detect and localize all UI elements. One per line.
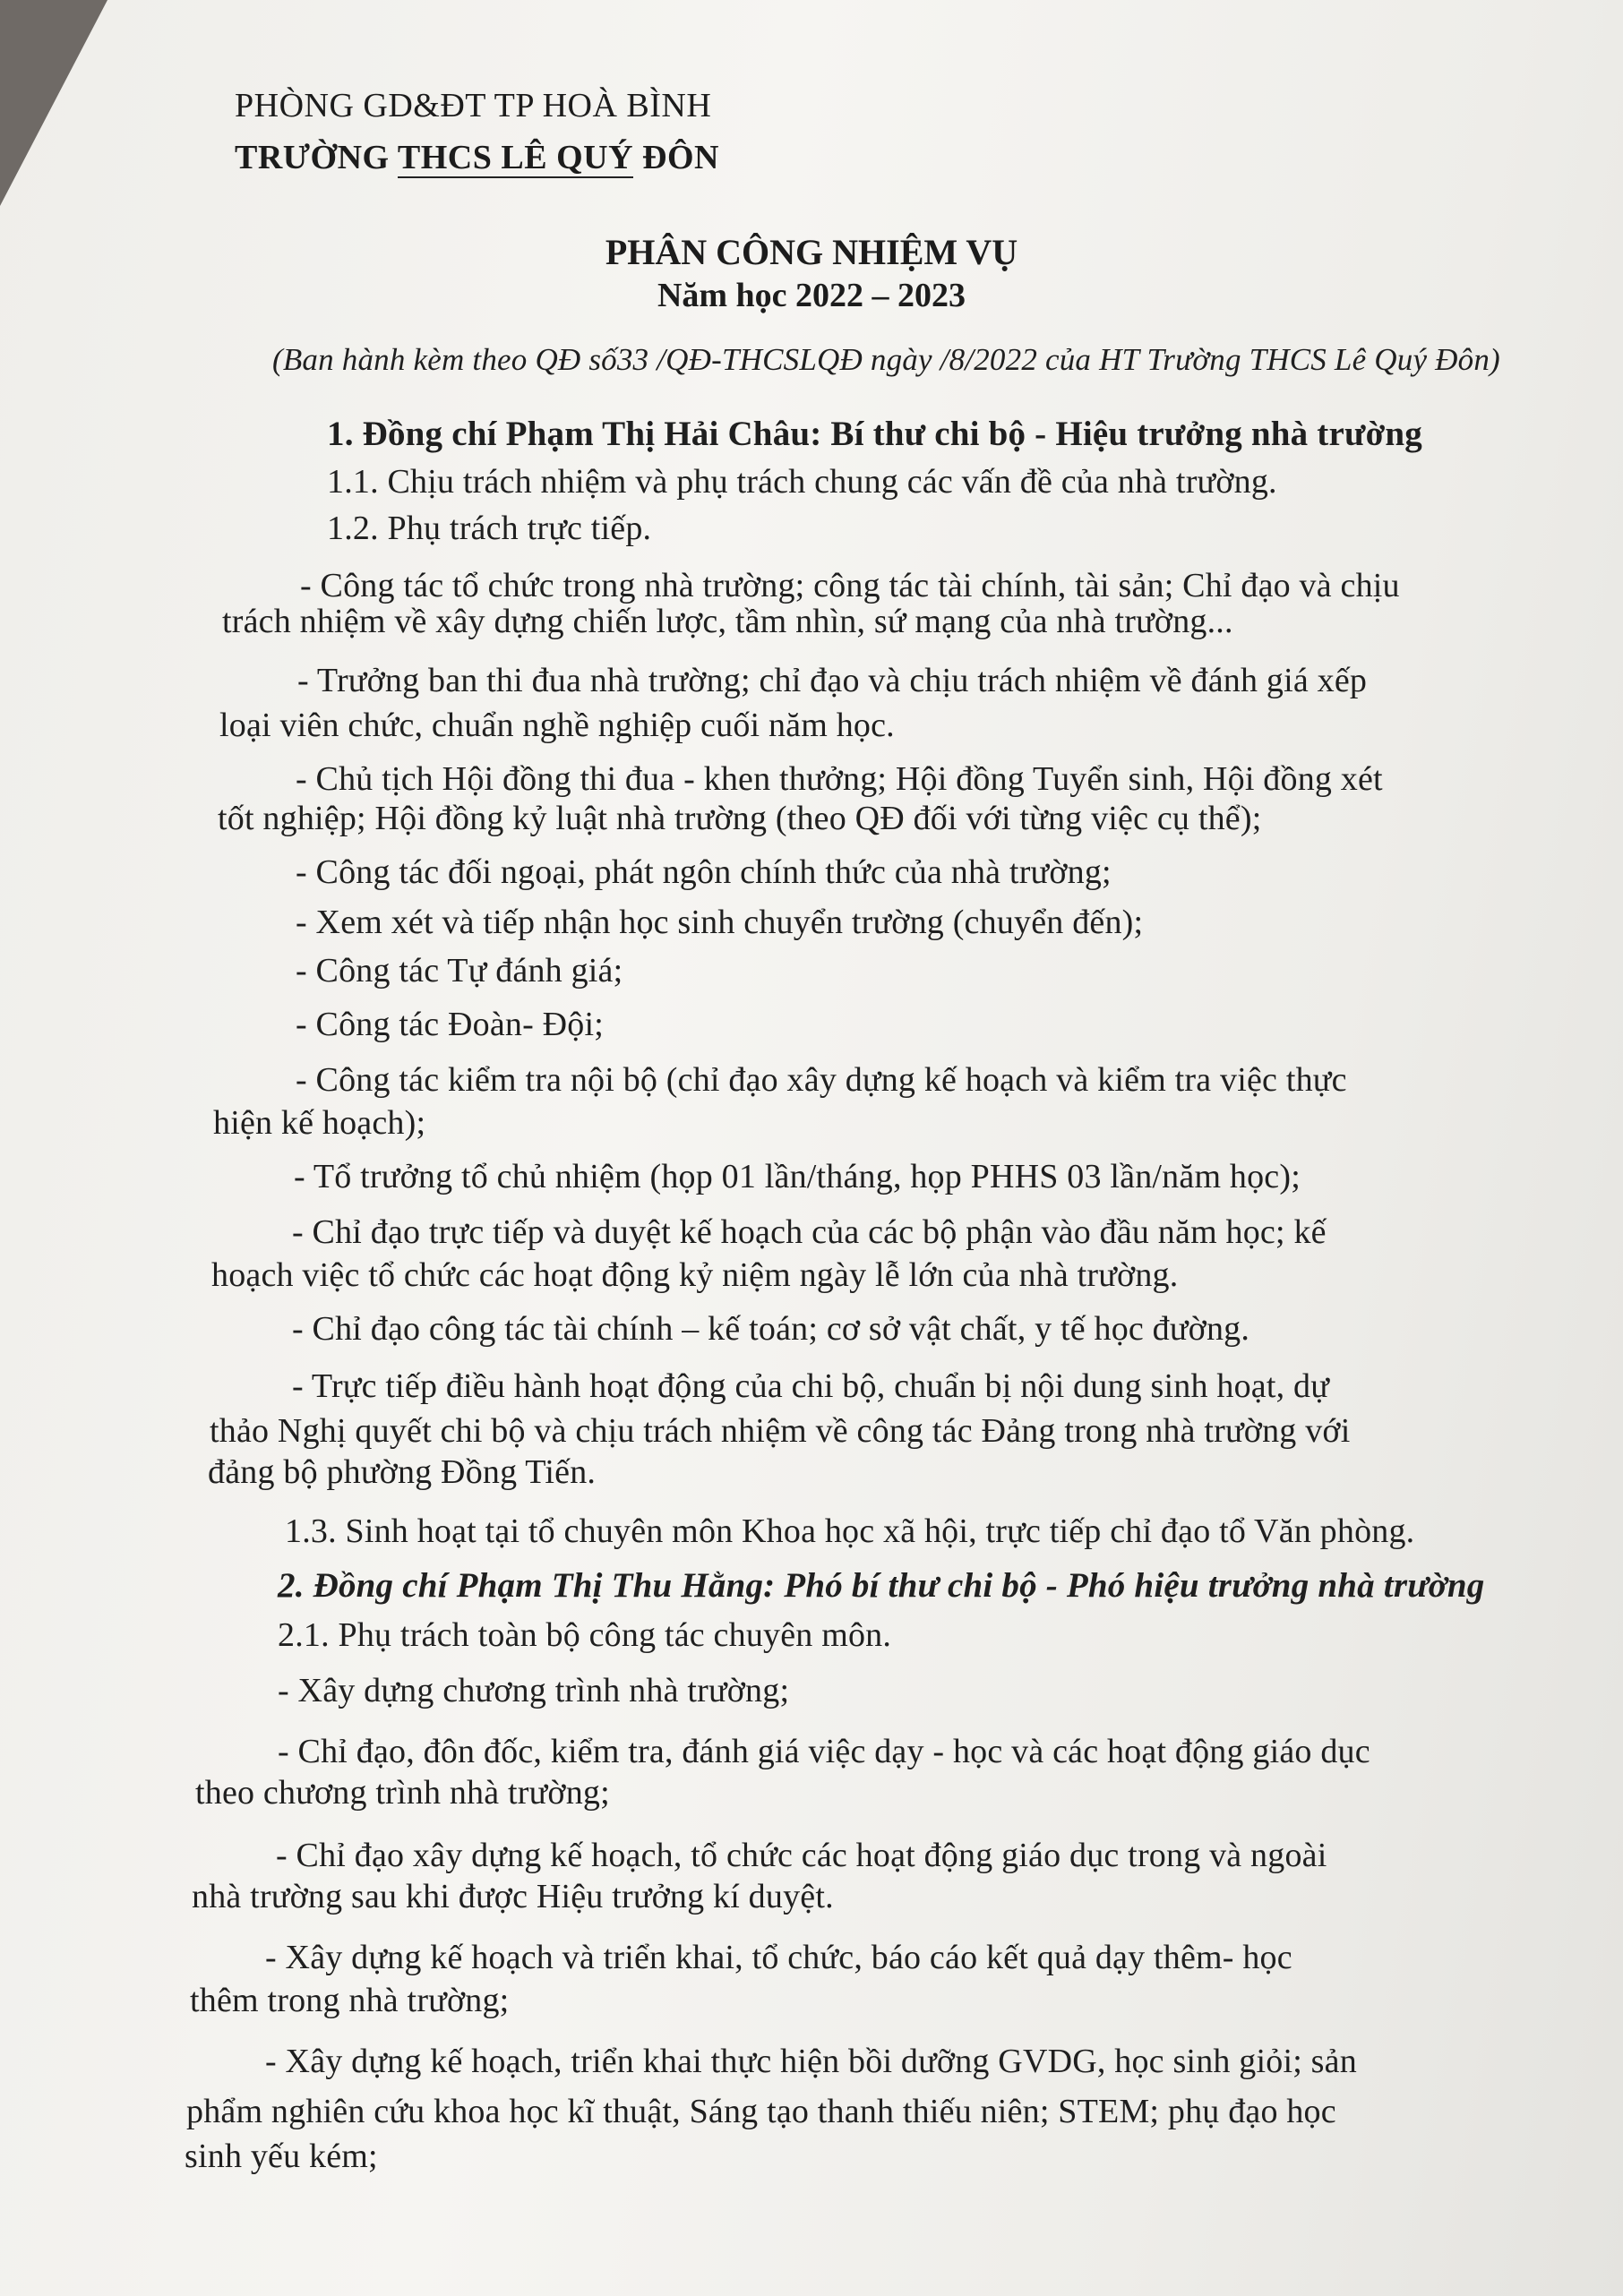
section2-heading: 2. Đồng chí Phạm Thị Thu Hằng: Phó bí thư chi bộ - Phó hiệu trưởng nhà trường [278,1566,1485,1605]
paragraph-line: - Xây dựng chương trình nhà trường; [278,1672,790,1709]
paragraph-line: trách nhiệm về xây dựng chiến lược, tầm nhìn, sứ mạng của nhà trường... [222,603,1233,640]
paragraph-line: 2.1. Phụ trách toàn bộ công tác chuyên môn. [278,1616,892,1654]
paragraph-line: - Công tác kiểm tra nội bộ (chỉ đạo xây dựng kế hoạch và kiểm tra việc thực [296,1061,1347,1099]
paragraph-line: nhà trường sau khi được Hiệu trưởng kí duyệt. [192,1878,834,1915]
school-name: TRƯỜNG THCS LÊ QUÝ ĐÔN [235,139,719,176]
paragraph-line: - Chỉ đạo trực tiếp và duyệt kế hoạch của các bộ phận vào đầu năm học; kế [292,1213,1327,1251]
paragraph-line: - Chỉ đạo xây dựng kế hoạch, tổ chức các hoạt động giáo dục trong và ngoài [276,1837,1327,1874]
paragraph-line: - Công tác Đoàn- Đội; [296,1006,605,1043]
paragraph-line: loại viên chức, chuẩn nghề nghiệp cuối năm học. [219,707,895,744]
paragraph-line: phẩm nghiên cứu khoa học kĩ thuật, Sáng tạo thanh thiếu niên; STEM; phụ đạo học [186,2093,1336,2130]
paragraph-line: - Chủ tịch Hội đồng thi đua - khen thưởng; Hội đồng Tuyển sinh, Hội đồng xét [296,760,1383,798]
paragraph-line: thêm trong nhà trường; [190,1982,510,2019]
paragraph-line: - Xây dựng kế hoạch và triển khai, tổ chức, báo cáo kết quả dạy thêm- học [265,1939,1292,1976]
document-title: PHÂN CÔNG NHIỆM VỤ [605,232,1018,272]
paragraph-line: theo chương trình nhà trường; [195,1774,610,1812]
paragraph-line: 1.3. Sinh hoạt tại tổ chuyên môn Khoa học xã hội, trực tiếp chỉ đạo tổ Văn phòng. [285,1512,1415,1550]
paragraph-line: - Trưởng ban thi đua nhà trường; chỉ đạo và chịu trách nhiệm về đánh giá xếp [297,662,1368,699]
paragraph-line: - Trực tiếp điều hành hoạt động của chi bộ, chuẩn bị nội dung sinh hoạt, dự [292,1367,1330,1405]
page-corner-shadow [0,0,107,206]
paragraph-line: 1.2. Phụ trách trực tiếp. [327,510,652,547]
paragraph-line: hoạch việc tổ chức các hoạt động kỷ niệm ngày lễ lớn của nhà trường. [211,1256,1179,1294]
paragraph-line: - Công tác Tự đánh giá; [296,952,623,990]
school-year: Năm học 2022 – 2023 [657,277,966,314]
decree-reference: (Ban hành kèm theo QĐ số33 /QĐ-THCSLQĐ ngày /8/2022 của HT Trường THCS Lê Quý Đôn) [272,342,1500,377]
department-name: PHÒNG GD&ĐT TP HOÀ BÌNH [235,87,712,124]
paragraph-line: 1.1. Chịu trách nhiệm và phụ trách chung các vấn đề của nhà trường. [327,463,1277,501]
paragraph-line: đảng bộ phường Đồng Tiến. [208,1453,597,1491]
paragraph-line: tốt nghiệp; Hội đồng kỷ luật nhà trường (theo QĐ đối với từng việc cụ thể); [218,800,1262,837]
section1-heading: 1. Đồng chí Phạm Thị Hải Châu: Bí thư chi bộ - Hiệu trưởng nhà trường [327,415,1422,453]
paragraph-line: - Chỉ đạo công tác tài chính – kế toán; cơ sở vật chất, y tế học đường. [292,1310,1250,1348]
paragraph-line: - Tổ trưởng tổ chủ nhiệm (họp 01 lần/tháng, họp PHHS 03 lần/năm học); [294,1158,1301,1195]
paragraph-line: - Chỉ đạo, đôn đốc, kiểm tra, đánh giá việc dạy - học và các hoạt động giáo dục [278,1733,1370,1770]
paragraph-line: - Công tác đối ngoại, phát ngôn chính thức của nhà trường; [296,853,1112,891]
paragraph-line: sinh yếu kém; [185,2138,378,2175]
paragraph-line: thảo Nghị quyết chi bộ và chịu trách nhiệm về công tác Đảng trong nhà trường với [210,1412,1351,1450]
paragraph-line: - Xem xét và tiếp nhận học sinh chuyển trường (chuyển đến); [296,904,1144,941]
paragraph-line: - Công tác tổ chức trong nhà trường; công tác tài chính, tài sản; Chỉ đạo và chịu [300,567,1400,604]
paragraph-line: - Xây dựng kế hoạch, triển khai thực hiện bồi dưỡng GVDG, học sinh giỏi; sản [265,2043,1357,2080]
paragraph-line: hiện kế hoạch); [213,1104,426,1142]
